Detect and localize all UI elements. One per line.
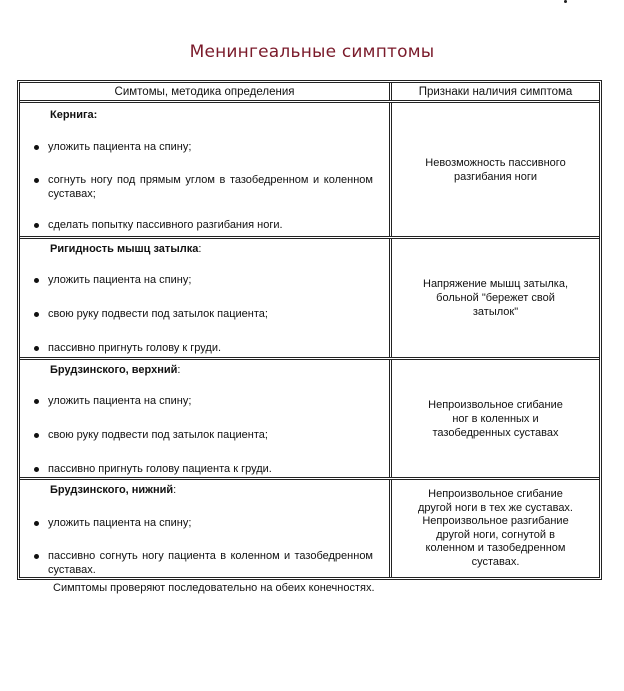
sign-cell	[392, 480, 599, 577]
sign-text: Непроизвольное сгибание другой ноги в тех же суставах. Непроизвольное разгибание другой ноги, согнутой в коленном и тазобедренном суставах.	[418, 488, 573, 568]
step-text: пассивно пригнуть голову пациента к груди.	[48, 463, 272, 475]
symptom-name-text: Ригидность мышц затылка	[50, 243, 199, 255]
method-cell	[20, 239, 392, 357]
bullet-icon	[34, 278, 39, 283]
symptom-name-text: Брудзинского, верхний	[50, 364, 178, 376]
list-item	[34, 173, 373, 201]
step-text: сделать попытку пассивного разгибания ноги.	[48, 219, 283, 231]
step-text: пассивно согнуть ногу пациента в коленном и тазобедренном суставах.	[48, 550, 373, 576]
step-text: пассивно пригнуть голову к груди.	[48, 342, 222, 354]
symptom-colon: :	[173, 484, 177, 496]
sign-cell	[392, 239, 599, 357]
page-title: Менингеальные симптомы	[189, 42, 435, 62]
symptom-name-text: Брудзинского, нижний	[50, 484, 174, 496]
symptom-colon: :	[177, 364, 181, 376]
list-item	[34, 549, 373, 577]
bullet-icon	[34, 145, 39, 150]
list-item	[34, 273, 373, 287]
step-text: свою руку подвести под затылок пациента;	[48, 308, 268, 320]
footnote: Симптомы проверяют последовательно на обеих конечностях.	[53, 582, 375, 594]
bullet-icon	[34, 312, 39, 317]
symptom-colon: :	[198, 243, 202, 255]
header-method: Симтомы, методика определения	[20, 83, 392, 100]
table-row	[20, 360, 599, 480]
sign-cell	[392, 103, 599, 236]
table-row	[20, 103, 599, 239]
table-header-row	[20, 83, 599, 103]
list-item	[34, 218, 373, 232]
bullet-icon	[34, 521, 39, 526]
sign-cell	[392, 360, 599, 477]
step-text: согнуть ногу под прямым углом в тазобедренном и коленном суставах;	[48, 174, 373, 200]
sign-text: Напряжение мышц затылка, больной "бережет свой затылок"	[423, 278, 568, 318]
list-item	[34, 428, 373, 442]
symptom-name	[50, 109, 97, 121]
method-cell	[20, 103, 392, 236]
step-text: уложить пациента на спину;	[48, 141, 192, 153]
symptoms-table	[17, 80, 602, 580]
step-text: свою руку подвести под затылок пациента;	[48, 429, 268, 441]
bullet-icon	[34, 346, 39, 351]
method-cell	[20, 360, 392, 477]
table-row	[20, 480, 599, 577]
list-item	[34, 341, 373, 355]
bullet-icon	[34, 554, 39, 559]
step-text: уложить пациента на спину;	[48, 274, 192, 286]
bullet-icon	[34, 223, 39, 228]
sign-text: Невозможность пассивного разгибания ноги	[425, 156, 566, 183]
bullet-icon	[34, 178, 39, 183]
bullet-icon	[34, 399, 39, 404]
scan-artifact	[564, 0, 567, 3]
step-text: уложить пациента на спину;	[48, 395, 192, 407]
symptom-colon: :	[93, 109, 98, 121]
header-signs: Признаки наличия симптома	[418, 85, 573, 98]
bullet-icon	[34, 433, 39, 438]
method-cell	[20, 480, 392, 577]
list-item	[34, 307, 373, 321]
table-row	[20, 239, 599, 360]
list-item	[34, 140, 373, 154]
list-item	[34, 516, 373, 530]
list-item	[34, 394, 373, 408]
symptom-name-text: Кернига	[50, 109, 94, 121]
sign-text: Непроизвольное сгибание ног в коленных и тазобедренных суставах	[428, 398, 563, 439]
symptom-name	[50, 364, 180, 376]
symptom-name	[50, 484, 176, 496]
bullet-icon	[34, 467, 39, 472]
step-text: уложить пациента на спину;	[48, 517, 192, 529]
symptom-name	[50, 243, 201, 255]
list-item	[34, 462, 373, 476]
